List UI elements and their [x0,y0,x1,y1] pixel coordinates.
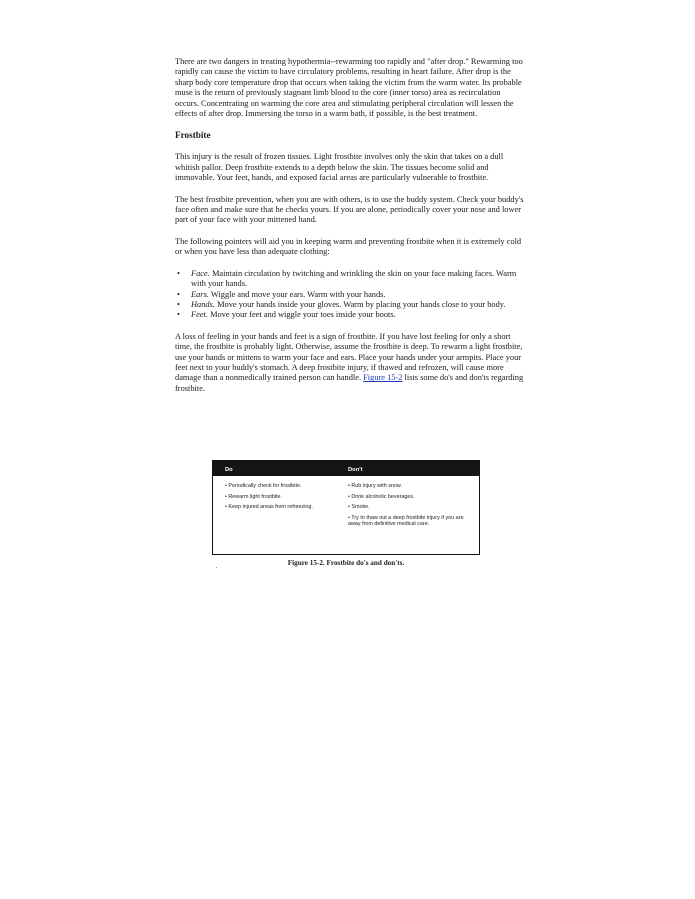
list-item-hands [175,300,525,310]
text-column [175,57,525,405]
paragraph-rewarming [175,332,525,394]
paragraph-frostbite-definition: This injury is the result of frozen tissues. Light frostbite involves only the skin that takes on a dull whitish pallor. Deep frostbite extends to a depth below the skin. The tissues become solid and immovable. Your feet, hands, and exposed facial areas are particularly vulnerable to frostbite. [175,152,504,183]
dont-item: • Try to thaw out a deep frostbite injury if you are away from definitive medical care. [348,514,464,528]
dont-header: Don't [348,467,363,473]
do-item: • Rewarm light frostbite. [225,493,283,500]
list-text: Maintain circulation by twitching and wrinkling the skin on your face making faces. Warm with your hands. [191,268,517,289]
scan-speck [216,567,217,568]
bullet-glyph: • [177,289,180,299]
list-item-face [175,269,525,290]
do-item: • Keep injured areas from refreezing. [225,504,313,511]
paragraph-hypothermia-dangers: There are two dangers in treating hypothermia--rewarming too rapidly and "after drop." Rewarming too rapidly can cause the victim to have circulatory problems, resulting in heart failure. After drop is the sharp body core temperature drop that occurs when taking the victim from the warm water. Its probable muse is the return of previously stagnant limb blood to the core (inner torso) area as recirculation occurs. Concentrating on warming the core area and stimulating peripheral circulation will lessen the effects of after drop. Immersing the torso in a warm bath, if possible, is the best treatment. [175,57,523,119]
do-header: Do [225,467,233,473]
dont-item: • Drink alcoholic beverages. [348,493,415,500]
section-heading-frostbite: Frostbite [175,130,211,141]
pointers-list [175,269,525,321]
frostbite-dos-donts-table [212,460,480,555]
list-term: Hands. [191,299,215,309]
bullet-glyph: • [177,310,180,320]
list-term: Ears. [191,289,209,299]
table-header [213,461,479,476]
bullet-glyph: • [177,299,180,309]
rewarming-text: A loss of feeling in your hands and feet is a sign of frostbite. If you have lost feeling for only a short time, the frostbite is probably light. Otherwise, assume the frostbite is deep. To rewarm a light frostbite, use your hands or mittens to warm your face and ears. Place your hands under your armpits. Place your feet next to your buddy's stomach. A deep frostbite injury, if thawed and refrozen, will cause more damage than a nonmedically trained person can handle. [175,331,523,383]
paragraph-pointers-intro: The following pointers will aid you in keeping warm and preventing frostbite when it is extremely cold or when you have less than adequate clothing: [175,236,522,257]
do-column [225,483,345,515]
dont-item: • Rub injury with snow. [348,483,403,489]
dont-item: • Smoke. [348,504,370,511]
list-term: Face. [191,268,210,278]
figure-15-2-link[interactable]: Figure 15-2 [363,373,403,383]
rewarming-text-end: lists some do's and don'ts regarding frostbite. [175,373,524,393]
list-text: Move your hands inside your gloves. Warm by placing your hands close to your body. [214,299,506,309]
dont-column [348,483,473,532]
list-term: Feet. [191,310,208,320]
list-item-ears [175,290,525,300]
list-item-feet [175,310,525,320]
do-item: • Periodically check for frostbite. [225,483,302,489]
bullet-glyph: • [177,268,180,278]
list-text: Move your feet and wiggle your toes inside your boots. [207,310,396,320]
list-text: Wiggle and move your ears. Warm with your hands. [208,289,386,299]
paragraph-buddy-system: The best frostbite prevention, when you are with others, is to use the buddy system. Check your buddy's face often and make sure that he checks yours. If you are alone, periodically cover your nose and lower part of your face with your mittened hand. [175,194,524,225]
figure-caption: Figure 15-2. Frostbite do's and don'ts. [287,559,405,567]
